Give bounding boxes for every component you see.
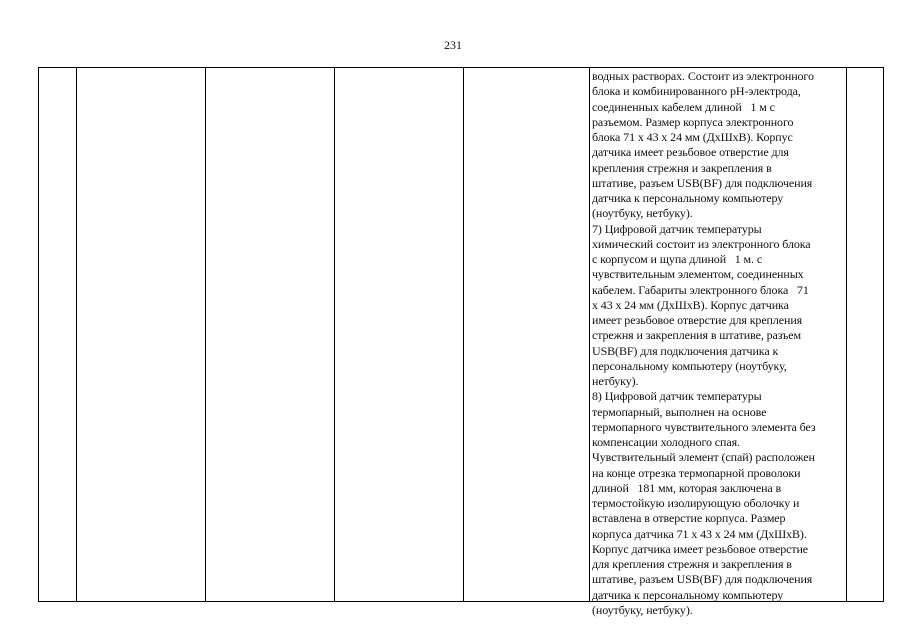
description-line: (ноутбуку, нетбуку).	[592, 602, 693, 617]
description-line: 8) Цифровой датчик температуры	[592, 389, 762, 404]
description-line: штативе, разъем USB(BF) для подключения	[592, 175, 813, 190]
description-line: термопарного чувствительного элемента без	[592, 419, 816, 434]
specification-table	[38, 67, 884, 617]
description-line: длиной 181 мм, которая заключена в	[592, 480, 782, 495]
description-line: кабелем. Габариты электронного блока 71	[592, 282, 809, 297]
description-line: химический состоит из электронного блока	[592, 236, 811, 251]
page-number: 231	[444, 38, 462, 52]
description-line: USB(BF) для подключения датчика к	[592, 343, 779, 358]
description-line: крепления стрежня и закрепления в	[592, 160, 772, 175]
description-line: термостойкую изолирующую оболочку и	[592, 496, 800, 510]
description-line: разъемом. Размер корпуса электронного	[592, 114, 794, 129]
table-column-divider	[334, 68, 335, 601]
description-line: Корпус датчика имеет резьбовое отверстие	[592, 541, 809, 556]
description-line: блока 71 x 43 x 24 мм (ДхШхВ). Корпус	[592, 130, 793, 144]
description-line: соединенных кабелем длиной 1 м с	[592, 99, 775, 114]
description-line: имеет резьбовое отверстие для крепления	[592, 313, 803, 327]
description-line: чувствительным элементом, соединенных	[592, 267, 804, 282]
description-line: датчика к персональному компьютеру	[592, 191, 784, 205]
description-line: штативе, разъем USB(BF) для подключения	[592, 572, 813, 587]
description-line: вставлена в отверстие корпуса. Размер	[592, 511, 786, 526]
description-line: персональному компьютеру (ноутбуку,	[592, 358, 787, 373]
description-line: стрежня и закрепления в штативе, разъем	[592, 328, 802, 343]
description-line: x 43 x 24 мм (ДхШхВ). Корпус датчика	[592, 297, 789, 312]
description-line: нетбуку).	[592, 374, 639, 388]
description-line: Чувствительный элемент (спай) расположен	[592, 450, 815, 465]
description-line: компенсации холодного спая.	[592, 435, 740, 449]
description-line: (ноутбуку, нетбуку).	[592, 206, 693, 221]
description-line: датчика имеет резьбовое отверстие для	[592, 145, 789, 160]
table-column-divider	[76, 68, 77, 601]
description-line: водных растворах. Состоит из электронного	[592, 69, 814, 83]
description-line: 7) Цифровой датчик температуры	[592, 221, 762, 236]
description-line: с корпусом и щупа длиной 1 м. с	[592, 252, 763, 266]
table-column-divider	[589, 68, 590, 601]
description-line: корпуса датчика 71 x 43 x 24 мм (ДхШхВ).	[592, 526, 807, 541]
table-column-divider	[463, 68, 464, 601]
description-line: блока и комбинированного pH-электрода,	[592, 84, 801, 99]
description-line: для крепления стрежня и закрепления в	[592, 557, 792, 571]
table-cell-description	[592, 69, 848, 618]
description-line: на конце отрезка термопарной проволоки	[592, 465, 801, 480]
table-column-divider	[205, 68, 206, 601]
description-line: датчика к персональному компьютеру	[592, 587, 784, 602]
description-line: термопарный, выполнен на основе	[592, 404, 767, 419]
